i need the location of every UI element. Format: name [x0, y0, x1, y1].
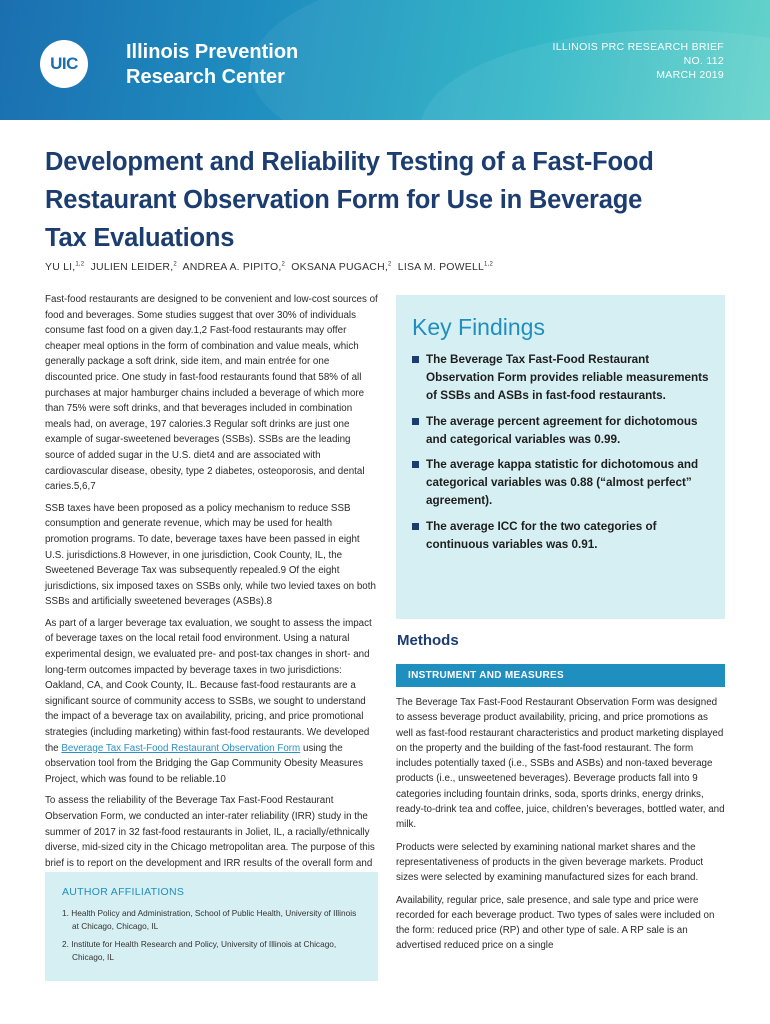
affiliation-item: 2. Institute for Health Research and Policy, University of Illinois at Chicago, Chicago, IL [62, 939, 337, 962]
key-findings-heading: Key Findings [412, 314, 545, 340]
key-findings-box [396, 295, 725, 619]
affiliation-item: 1. Health Policy and Administration, School of Public Health, University of Illinois at Chicago, Chicago, IL [62, 908, 357, 931]
square-bullet-icon [412, 418, 419, 425]
intro-paragraph: As part of a larger beverage tax evaluation, we sought to assess the impact of beverage taxes on the local retail food environment. Using a natural experimental design, we evaluated pre- and post-tax changes in short- and long-term outcomes impacted by beverage taxes in two jurisdictions: Oakland, CA, and Cook County, IL. Because fast-food restaurants are a significant source of community access to SSBs, we sought to understand the impact of a beverage tax on availability, pricing, and price promotional strategies (including marketing) within fast-food restaurants. We developed the Beverage Tax Fast-Food Restaurant Observation Form using the observation tool from the Bridging the Gap Community Obesity Measures Project, which was found to be reliable.10 [45, 617, 372, 785]
author: YU LI,$^{1,2}$ [45, 261, 85, 273]
intro-paragraph: Fast-food restaurants are designed to be convenient and low-cost sources of food and beverages. Some studies suggest that over 30% of individuals consume fast food on a given day.1,2 Fast-food restaurants may offer cheaper meal options in the form of combination and value meals, which generally package a soft drink, side item, and main entrée for one discounted price. One study in fast-food restaurants found that 58% of all purchases at major hamburger chains included a beverage of which more than 75% were soft drinks, and that beverages included in combination meals had, on average, 197 calories.3 Regular soft drinks are just one example of sugar-sweetened beverages (SSBs). SSBs are the leading source of added sugar in the U.S. diet4 and are associated with cardiovascular disease, obesity, type 2 diabetes, osteoporosis, and dental caries.5,6,7 [45, 294, 378, 493]
author: LISA M. POWELL$^{1,2}$ [397, 261, 493, 273]
header-banner [0, 0, 770, 120]
affiliations-heading: AUTHOR AFFILIATIONS [62, 886, 185, 898]
author: ANDREA A. PIPITO,$^2$ [182, 261, 285, 273]
brief-info [553, 40, 724, 82]
intro-paragraph: SSB taxes have been proposed as a policy mechanism to reduce SSB consumption and generate revenue, which may be used for health promotion programs. To date, beverage taxes have been passed in eight U.S. jurisdictions.8 However, in one jurisdiction, Cook County, IL, the Sweetened Beverage Tax was subsequently repealed.9 Of the eight jurisdictions, six imposed taxes on SSBs only, while two levied taxes on both SSBs and artificially sweetened beverages (ASBs).8 [45, 502, 376, 608]
methods-paragraph: The Beverage Tax Fast-Food Restaurant Observation Form was designed to assess beverage product availability, pricing, and price promotions as well as fast-food restaurant characteristics and product marketing displayed on the property and the building of the fast-food restaurant. The form includes potentially taxed (i.e., SSBs and ASBs) and non-taxed beverage products (i.e., unsweetened beverages). Beverage products fall into 9 categories including fountain drinks, soda, sports drinks, energy drinks, ready-to-drink tea and coffee, juice, children’s beverages, bottled water, and milk. [396, 697, 725, 831]
square-bullet-icon [412, 356, 419, 363]
finding-item: The average ICC for the two categories of continuous variables was 0.91. [412, 518, 709, 554]
uic-logo [40, 40, 88, 88]
methods-heading: Methods [397, 632, 459, 649]
finding-item: The Beverage Tax Fast-Food Restaurant Observation Form provides reliable measurements of SSBs and ASBs in fast-food restaurants. [412, 351, 709, 406]
intro-column [45, 292, 378, 893]
logo-text: UIC [50, 54, 78, 73]
methods-paragraph: Availability, regular price, sale presence, and sale type and price were recorded for each beverage product. Two types of sales were included on the form: reduced price (RP) and other type of sale. A RP sale is an advertised reduced price on a single [396, 894, 715, 952]
finding-item: The average kappa statistic for dichotomous and categorical variables was 0.88 (“almost perfect” agreement). [412, 456, 709, 511]
finding-item: The average percent agreement for dichotomous and categorical variables was 0.99. [412, 413, 709, 449]
methods-paragraph: Products were selected by examining national market shares and the representativeness of products in the given beverage markets. Product sizes were selected by examining manufactured sizes for each brand. [396, 841, 704, 884]
author-affiliations-box [45, 872, 378, 981]
org-name: Illinois Prevention Research Center [126, 41, 299, 88]
square-bullet-icon [412, 461, 419, 468]
brief-number: NO. 112 [683, 55, 724, 67]
author: OKSANA PUGACH,$^2$ [291, 261, 392, 273]
methods-column [396, 695, 726, 961]
author-list [45, 261, 493, 273]
brief-date: MARCH 2019 [656, 69, 724, 81]
observation-form-link[interactable]: Beverage Tax Fast-Food Restaurant Observation Form [61, 742, 301, 754]
brief-series: ILLINOIS PRC RESEARCH BRIEF [552, 41, 724, 53]
square-bullet-icon [412, 523, 419, 530]
author: JULIEN LEIDER,$^2$ [90, 261, 177, 273]
page-title: Development and Reliability Testing of a Fast-Food Restaurant Observation Form for Use in Beverage Tax Evaluations [45, 148, 654, 252]
instrument-subheading: INSTRUMENT AND MEASURES [396, 664, 725, 687]
intro-paragraph: To assess the reliability of the Beverage Tax Fast-Food Restaurant Observation Form, we conducted an inter-rater reliability (IRR) study in the summer of 2017 in 32 fast-food restaurants in Joliet, IL, a racially/ethnically diverse, mid-sized city in the Chicago metropolitan area. The purpose of this brief is to report on the development and IRR results of the overall form and [45, 795, 375, 869]
